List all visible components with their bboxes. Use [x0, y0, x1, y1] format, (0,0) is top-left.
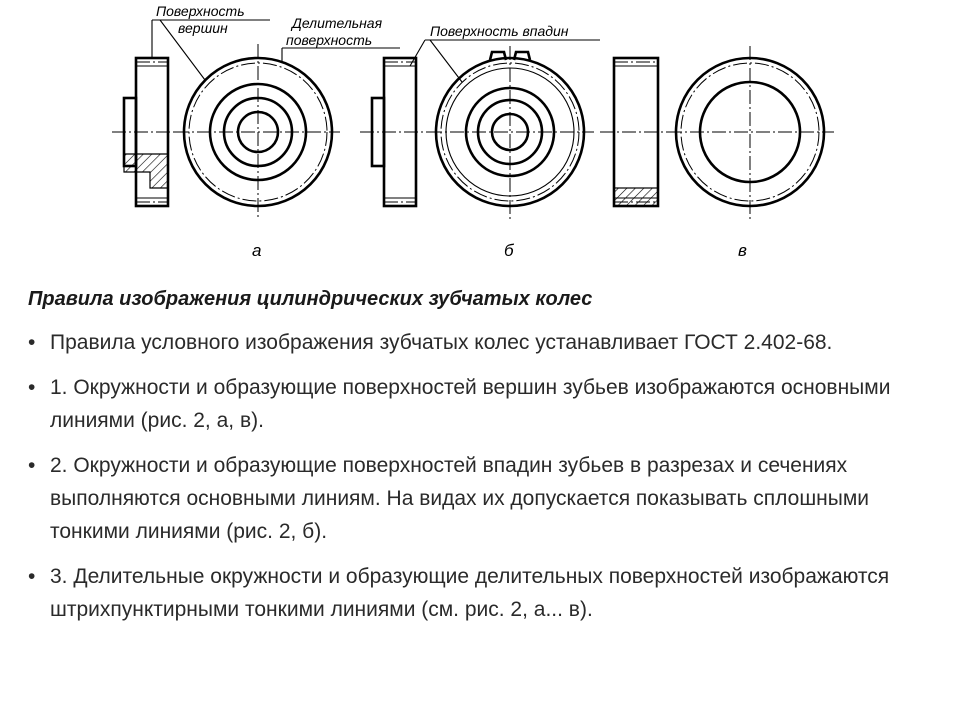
callout-pitch-surface-line2: поверхность: [286, 32, 373, 48]
bullet-marker: •: [28, 331, 36, 354]
rule-text: Правила условного изображения зубчатых колес устанавливает ГОСТ 2.402-68.: [50, 331, 833, 354]
callout-tip-surface-line1: Поверхность: [156, 3, 245, 19]
view-a-front: [175, 44, 340, 220]
gear-drawing-figure: [0, 0, 960, 270]
rule-text: 2. Окружности и образующие поверхностей впадин зубьев в разрезах и сечениях выполняются основными линиям. На видах их допускается показывать сплошными тонкими линиями (рис. 2, б).: [50, 454, 870, 543]
view-a-side: [112, 58, 180, 206]
view-v-side: [600, 58, 672, 206]
figure-label-b: б: [504, 241, 514, 260]
callout-tip-surface-line2: вершин: [178, 20, 228, 36]
bullet-marker: •: [28, 454, 36, 477]
bullet-marker: •: [28, 376, 36, 399]
view-b-side: [360, 58, 428, 206]
figure-label-v: в: [738, 241, 747, 260]
rule-item-2: [28, 449, 928, 548]
rule-item-3: [28, 560, 928, 626]
view-b-front: [428, 46, 594, 220]
rule-text: 1. Окружности и образующие поверхностей вершин зубьев изображаются основными линиями (рис. 2, а, в).: [50, 376, 891, 432]
section-heading: Правила изображения цилиндрических зубчатых колес: [28, 288, 593, 310]
view-v-front: [668, 46, 834, 220]
rule-text: 3. Делительные окружности и образующие делительных поверхностей изображаются штрихпунктирными тонкими линиями (см. рис. 2, а... в).: [50, 565, 890, 621]
rules-list: [28, 326, 928, 638]
callout-pitch-surface-line1: Делительная: [292, 15, 383, 31]
rule-item-gost: [28, 326, 928, 359]
bullet-marker: •: [28, 565, 36, 588]
rule-item-1: [28, 371, 928, 437]
callout-root-surface: Поверхность впадин: [430, 23, 569, 39]
figure-label-a: а: [252, 241, 262, 260]
